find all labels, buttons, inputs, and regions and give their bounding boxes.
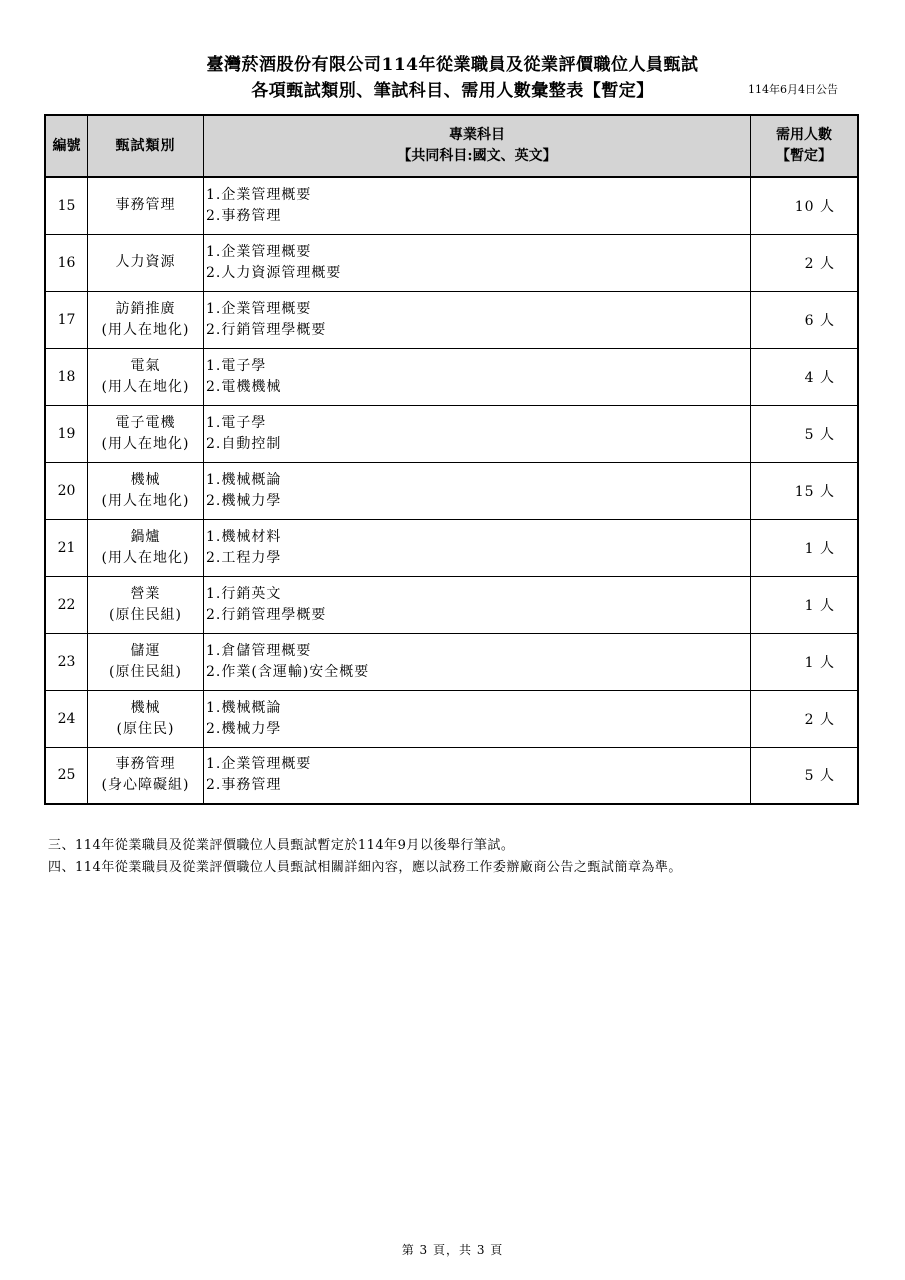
page-number: 第 3 頁，共 3 頁 — [401, 1243, 504, 1257]
row-subjects — [204, 576, 751, 633]
table-row — [45, 234, 858, 291]
row-category — [88, 633, 204, 690]
row-category-name: 電氣 — [130, 357, 161, 374]
table-row — [45, 348, 858, 405]
row-number: 23 — [45, 633, 88, 690]
row-subject-2: 2.事務管理 — [206, 777, 282, 794]
table-row — [45, 747, 858, 804]
row-subjects — [204, 348, 751, 405]
row-category-name: 鍋爐 — [130, 528, 161, 545]
table-row — [45, 405, 858, 462]
row-category-name: 電子電機 — [115, 414, 176, 431]
row-subject-1: 1.機械材料 — [206, 528, 282, 545]
row-subject-1: 1.企業管理概要 — [206, 243, 312, 260]
row-category-group: (用人在地化) — [101, 435, 190, 452]
announcement-date: 114年6月4日公告 — [748, 83, 838, 96]
row-category-name: 事務管理 — [115, 197, 176, 214]
row-subject-2: 2.行銷管理學概要 — [206, 321, 327, 338]
row-category-name: 營業 — [130, 585, 161, 602]
row-number: 15 — [45, 177, 88, 234]
table-header-row — [45, 115, 858, 177]
row-number: 19 — [45, 405, 88, 462]
row-category-group: (用人在地化) — [101, 321, 190, 338]
row-number: 24 — [45, 690, 88, 747]
row-subject-1: 1.行銷英文 — [206, 585, 282, 602]
row-category — [88, 462, 204, 519]
row-subjects — [204, 177, 751, 234]
row-category-group: (原住民) — [116, 720, 175, 737]
row-category-group: (身心障礙組) — [101, 777, 190, 794]
row-subjects — [204, 690, 751, 747]
header-category: 甄試類別 — [88, 115, 204, 177]
row-subject-2: 2.自動控制 — [206, 435, 282, 452]
row-count: 4 人 — [751, 348, 859, 405]
row-subjects — [204, 405, 751, 462]
row-category-name: 人力資源 — [115, 254, 176, 270]
row-subject-2: 2.電機機械 — [206, 378, 282, 395]
table-row — [45, 576, 858, 633]
row-subject-1: 1.電子學 — [206, 357, 267, 374]
row-subject-2: 2.機械力學 — [206, 492, 282, 509]
table-row — [45, 462, 858, 519]
row-count: 5 人 — [751, 405, 859, 462]
row-subjects — [204, 291, 751, 348]
table-row — [45, 633, 858, 690]
row-count: 5 人 — [751, 747, 859, 804]
note-item: 四、114年從業職員及從業評價職位人員甄試相關詳細內容，應以試務工作委辦廠商公告之甄試簡章為準。 — [48, 860, 682, 875]
row-subject-2: 2.行銷管理學概要 — [206, 606, 327, 623]
row-category — [88, 177, 204, 234]
row-subject-2: 2.事務管理 — [206, 207, 282, 224]
table-row — [45, 291, 858, 348]
row-count: 1 人 — [751, 519, 859, 576]
row-category-name: 機械 — [130, 699, 161, 716]
row-category — [88, 690, 204, 747]
row-subject-2: 2.作業(含運輸)安全概要 — [206, 663, 370, 680]
row-category-name: 機械 — [130, 471, 161, 488]
row-subjects — [204, 462, 751, 519]
row-number: 22 — [45, 576, 88, 633]
row-count: 1 人 — [751, 633, 859, 690]
row-category — [88, 234, 204, 291]
recruitment-table — [44, 114, 859, 805]
notes — [48, 835, 682, 879]
row-category-group: (用人在地化) — [101, 492, 190, 509]
row-count: 10 人 — [751, 177, 859, 234]
row-category-name: 事務管理 — [115, 756, 176, 773]
row-category — [88, 576, 204, 633]
row-number: 21 — [45, 519, 88, 576]
row-number: 20 — [45, 462, 88, 519]
row-subjects — [204, 519, 751, 576]
header-subjects-line1: 專業科目 — [449, 127, 505, 143]
row-subject-1: 1.企業管理概要 — [206, 300, 312, 317]
row-subject-2: 2.工程力學 — [206, 549, 282, 566]
row-category — [88, 747, 204, 804]
row-count: 2 人 — [751, 690, 859, 747]
row-number: 16 — [45, 234, 88, 291]
header-count-line2: 【暫定】 — [776, 148, 832, 164]
row-number: 17 — [45, 291, 88, 348]
row-category-group: (原住民組) — [109, 663, 182, 680]
row-category-group: (用人在地化) — [101, 378, 190, 395]
row-subjects — [204, 234, 751, 291]
row-category-name: 儲運 — [130, 642, 161, 659]
row-count: 1 人 — [751, 576, 859, 633]
row-subject-1: 1.倉儲管理概要 — [206, 642, 312, 659]
document-title-line2: 各項甄試類別、筆試科目、需用人數彙整表【暫定】 — [251, 81, 654, 101]
row-category-name: 訪銷推廣 — [115, 300, 176, 317]
row-category — [88, 519, 204, 576]
row-category-group: (用人在地化) — [101, 549, 190, 566]
row-subjects — [204, 633, 751, 690]
header-subjects-line2: 【共同科目:國文、英文】 — [397, 148, 557, 164]
row-count: 6 人 — [751, 291, 859, 348]
row-subject-1: 1.電子學 — [206, 414, 267, 431]
table-row — [45, 519, 858, 576]
row-subject-1: 1.企業管理概要 — [206, 756, 312, 773]
row-subject-1: 1.機械概論 — [206, 699, 282, 716]
row-subject-1: 1.企業管理概要 — [206, 186, 312, 203]
row-category — [88, 405, 204, 462]
row-subject-2: 2.人力資源管理概要 — [206, 264, 342, 281]
row-number: 25 — [45, 747, 88, 804]
row-category-group: (原住民組) — [109, 606, 182, 623]
row-count: 15 人 — [751, 462, 859, 519]
row-subjects — [204, 747, 751, 804]
header-count-line1: 需用人數 — [776, 127, 832, 143]
header-no: 編號 — [45, 115, 88, 177]
header-subjects — [204, 115, 751, 177]
row-subject-2: 2.機械力學 — [206, 720, 282, 737]
table-row — [45, 690, 858, 747]
row-number: 18 — [45, 348, 88, 405]
row-subject-1: 1.機械概論 — [206, 471, 282, 488]
row-category — [88, 348, 204, 405]
row-count: 2 人 — [751, 234, 859, 291]
document-title-line1: 臺灣菸酒股份有限公司114年從業職員及從業評價職位人員甄試 — [206, 55, 699, 75]
row-category — [88, 291, 204, 348]
note-item: 三、114年從業職員及從業評價職位人員甄試暫定於114年9月以後舉行筆試。 — [48, 838, 515, 853]
header-count — [751, 115, 859, 177]
table-row — [45, 177, 858, 234]
